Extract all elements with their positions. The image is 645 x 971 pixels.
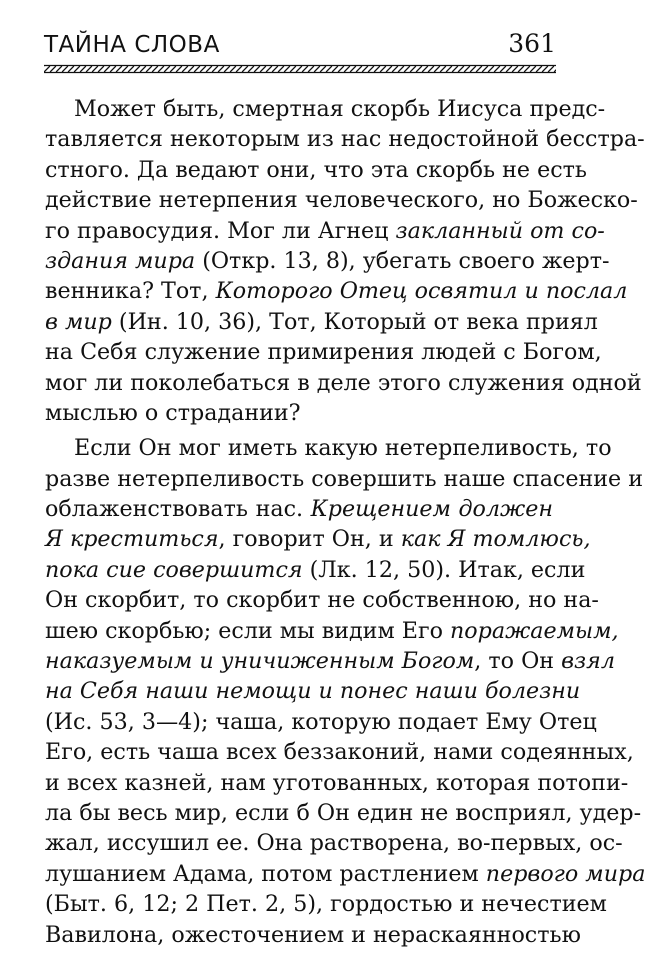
text-line: лушанием Адама, потом растлением первого мира (45, 860, 645, 887)
text-line: (Ис. 53, 3—4); чаша, которую подает Ему Отец (45, 708, 597, 735)
text-line: здания мира (Откр. 13, 8), убегать своего жерт- (45, 247, 610, 274)
text-line: на Себя служение примирения людей с Богом, (45, 339, 602, 366)
text-line: и всех казней, нам уготованных, которая потопи- (45, 769, 629, 796)
body-text (45, 94, 645, 950)
text-line: ла бы весь мир, если б Он един не восприял, удер- (45, 799, 642, 826)
decorative-rule (44, 64, 556, 74)
text-line: венника? Тот, Которого Отец освятил и послал (45, 278, 628, 305)
text-line: Может быть, смертная скорбь Иисуса предс- (74, 96, 606, 122)
text-line: мог ли поколебаться в деле этого служения одной (45, 369, 642, 396)
text-line: (Быт. 6, 12; 2 Пет. 2, 5), гордостью и нечестием (45, 891, 607, 918)
running-title: ТАЙНА СЛОВА (44, 32, 220, 58)
text-line: на Себя наши немощи и понес наши болезни (45, 678, 581, 705)
text-line: наказуемым и уничиженным Богом, то Он взял (45, 648, 615, 675)
text-line: разве нетерпеливость совершить наше спасение и (45, 465, 644, 492)
text-line: Я креститься, говорит Он, и как Я томлюсь, (45, 526, 591, 553)
text-line: Он скорбит, то скорбит не собственною, но на- (45, 587, 599, 614)
text-line: мыслью о страдании? (45, 399, 301, 426)
text-line: пока сие совершится (Лк. 12, 50). Итак, если (45, 556, 586, 583)
text-line: шею скорбью; если мы видим Его поражаемым, (45, 617, 619, 644)
text-line: жал, иссушил ее. Она растворена, во-первых, ос- (45, 830, 623, 857)
text-line: стного. Да ведают они, что эта скорбь не есть (45, 156, 588, 183)
text-line: действие нетерпения человеческого, но Божеско- (45, 187, 638, 214)
text-line: Его, есть чаша всех беззаконий, нами содеянных, (45, 739, 634, 766)
twisted-rope-rule-icon (44, 64, 556, 74)
running-header (44, 24, 556, 58)
page-number: 361 (508, 29, 556, 58)
text-line: Если Он мог иметь какую нетерпеливость, то (74, 435, 612, 462)
text-line: тавляется некоторым из нас недостойной бесстра- (45, 126, 645, 153)
text-line: в мир (Ин. 10, 36), Тот, Который от века приял (45, 308, 598, 335)
text-line: облаженствовать нас. Крещением должен (45, 496, 554, 523)
text-line: Вавилона, ожесточением и нераскаянностью (45, 921, 581, 948)
text-line: го правосудия. Мог ли Агнец закланный от со- (45, 217, 605, 244)
